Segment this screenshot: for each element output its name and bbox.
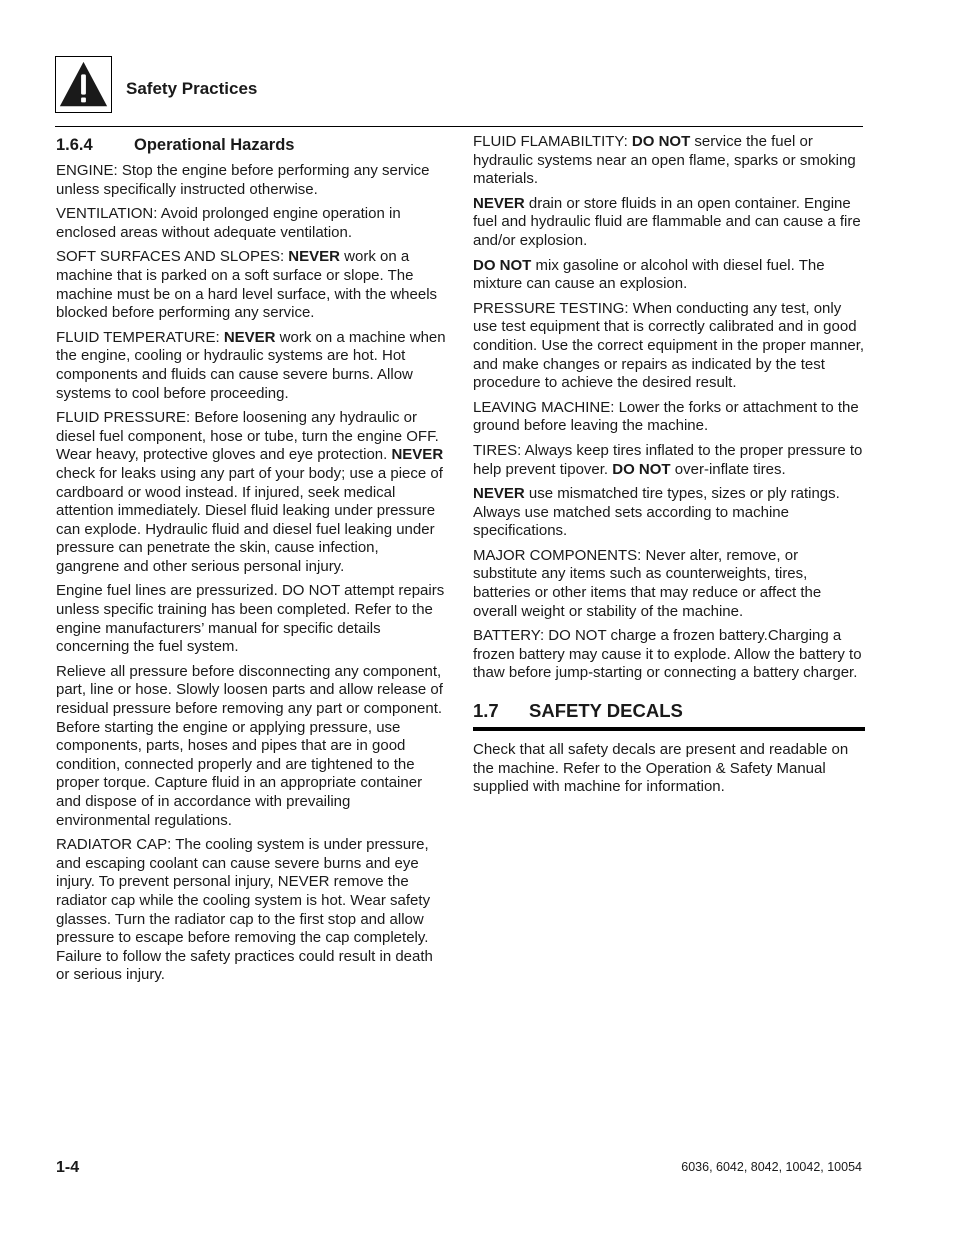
mix-text: mix gasoline or alcohol with diesel fuel. The mixture can cause an explosion. <box>473 256 825 293</box>
soft-surfaces-lead: SOFT SURFACES AND SLOPES: <box>56 248 289 266</box>
pressure-testing-paragraph: PRESSURE TESTING: When conducting any test, only use test equipment that is correctly calibrated and in good condition. Use the correct equipment in the proper manner, and make changes or repairs as indicated by the test procedure to achieve the desired result. <box>473 299 865 392</box>
soft-surfaces-paragraph <box>56 248 446 322</box>
model-numbers: 6036, 6042, 8042, 10042, 10054 <box>681 1160 862 1174</box>
radiator-cap-paragraph: RADIATOR CAP: The cooling system is under pressure, and escaping coolant can cause severe burns and eye injury. To prevent personal injury, NEVER remove the radiator cap while the cooling system is hot. Wear safety glasses. Turn the radiator cap to the first stop and allow pressure to escape before removing the cap completely. Failure to follow the safety practices could result in death or serious injury. <box>56 836 433 984</box>
fluid-temp-lead: FLUID TEMPERATURE: <box>56 328 224 346</box>
flamability-emphasis: DO NOT <box>631 133 691 150</box>
fluid-pressure-text: check for leaks using any part of your body; use a piece of cardboard or wood instead. If injured, seek medical attention immediately. Diesel fluid leaking under pressure can explode. Hydraulic fluid and diesel fuel leaking under pressure can penetrate the skin, cause infection, gangrene and other serious personal injury. <box>56 464 443 575</box>
header-rule <box>55 126 863 127</box>
fluid-temp-emphasis: NEVER <box>223 328 276 346</box>
section-number: 1.7 <box>473 700 499 722</box>
mix-emphasis: DO NOT <box>473 256 532 274</box>
tires-text: over-inflate tires. <box>670 460 786 478</box>
mismatched-tires-paragraph <box>473 485 865 541</box>
battery-paragraph: BATTERY: DO NOT charge a frozen battery.Charging a frozen battery may cause it to explode. Allow the battery to thaw before jump-starting or connecting a battery charger. <box>473 627 862 682</box>
warning-logo <box>55 56 112 113</box>
fuel-lines-paragraph: Engine fuel lines are pressurized. DO NOT attempt repairs unless specific training has been completed. Refer to the engine manufacturers’ manual for specific details concerning the fuel system. <box>56 582 445 656</box>
mismatch-text: use mismatched tire types, sizes or ply ratings. Always use matched sets according to machine specifications. <box>473 485 840 540</box>
subsection-title: Operational Hazards <box>134 136 295 154</box>
page-section-title: Safety Practices <box>126 79 258 98</box>
major-components-paragraph: MAJOR COMPONENTS: Never alter, remove, or substitute any items such as counterweights, tires, batteries or other items that may reduce or affect the overall weight or stability of the machine. <box>473 546 822 620</box>
flamability-lead: FLUID FLAMABILTITY: <box>473 133 632 150</box>
soft-surfaces-emphasis: NEVER <box>288 248 340 266</box>
section-heading-title: SAFETY DECALS <box>529 700 683 722</box>
fluid-flamability-paragraph <box>473 133 865 189</box>
fluid-pressure-lead: FLUID PRESSURE: Before loosening any hydraulic or diesel fuel component, hose or tube, turn the engine OFF. Wear heavy, protective gloves and eye protection. <box>56 409 439 464</box>
tires-emphasis: DO NOT <box>612 460 671 478</box>
leaving-machine-paragraph: LEAVING MACHINE: Lower the forks or attachment to the ground before leaving the machine. <box>473 398 859 435</box>
fluid-temperature-paragraph <box>56 329 446 403</box>
left-column <box>56 133 446 991</box>
warning-triangle-icon <box>56 57 111 112</box>
fluid-pressure-emphasis: NEVER <box>391 446 444 464</box>
engine-paragraph: ENGINE: Stop the engine before performing any service unless specifically instructed otherwise. <box>56 162 430 198</box>
drain-text: drain or store fluids in an open container. Engine fuel and hydraulic fluid are flammable and can cause a fire and/or explosion. <box>473 194 861 249</box>
safety-decals-heading <box>473 700 865 731</box>
tires-lead: TIRES: Always keep tires inflated to the proper pressure to help prevent tipover. <box>473 441 863 478</box>
right-column <box>473 133 865 803</box>
safety-decals-paragraph: Check that all safety decals are present and readable on the machine. Refer to the Operation & Safety Manual supplied with machine for information. <box>473 741 849 796</box>
subsection-heading <box>56 135 446 155</box>
fluid-temp-text: work on a machine when the engine, cooling or hydraulic systems are hot. Hot components and fluids can cause severe burns. Allow systems to cool before proceeding. <box>56 328 446 402</box>
drain-fluids-paragraph <box>473 195 865 251</box>
mix-fuel-paragraph <box>473 257 865 294</box>
mismatch-emphasis: NEVER <box>473 485 525 503</box>
fluid-pressure-paragraph <box>56 409 446 576</box>
soft-surfaces-text: work on a machine that is parked on a soft surface or slope. The machine must be on a hard level surface, with the wheels blocked before performing any service. <box>56 248 438 322</box>
subsection-number: 1.6.4 <box>56 136 93 154</box>
page-number: 1-4 <box>56 1159 80 1176</box>
drain-emphasis: NEVER <box>473 194 525 212</box>
relieve-pressure-paragraph: Relieve all pressure before disconnecting any component, part, line or hose. Slowly loosen parts and allow release of residual pressure before removing any part or component. Before starting the engine or applying pressure, use components, parts, hoses and pipes that are in good condition, connected properly and are tightened to the proper torque. Capture fluid in an appropriate container and dispose of in accordance with prevailing environmental regulations. <box>56 662 443 829</box>
flamability-text: service the fuel or hydraulic systems near an open flame, sparks or smoking materials. <box>473 133 856 188</box>
tires-paragraph <box>473 442 865 479</box>
ventilation-paragraph: VENTILATION: Avoid prolonged engine operation in enclosed areas without adequate ventilation. <box>56 205 401 241</box>
